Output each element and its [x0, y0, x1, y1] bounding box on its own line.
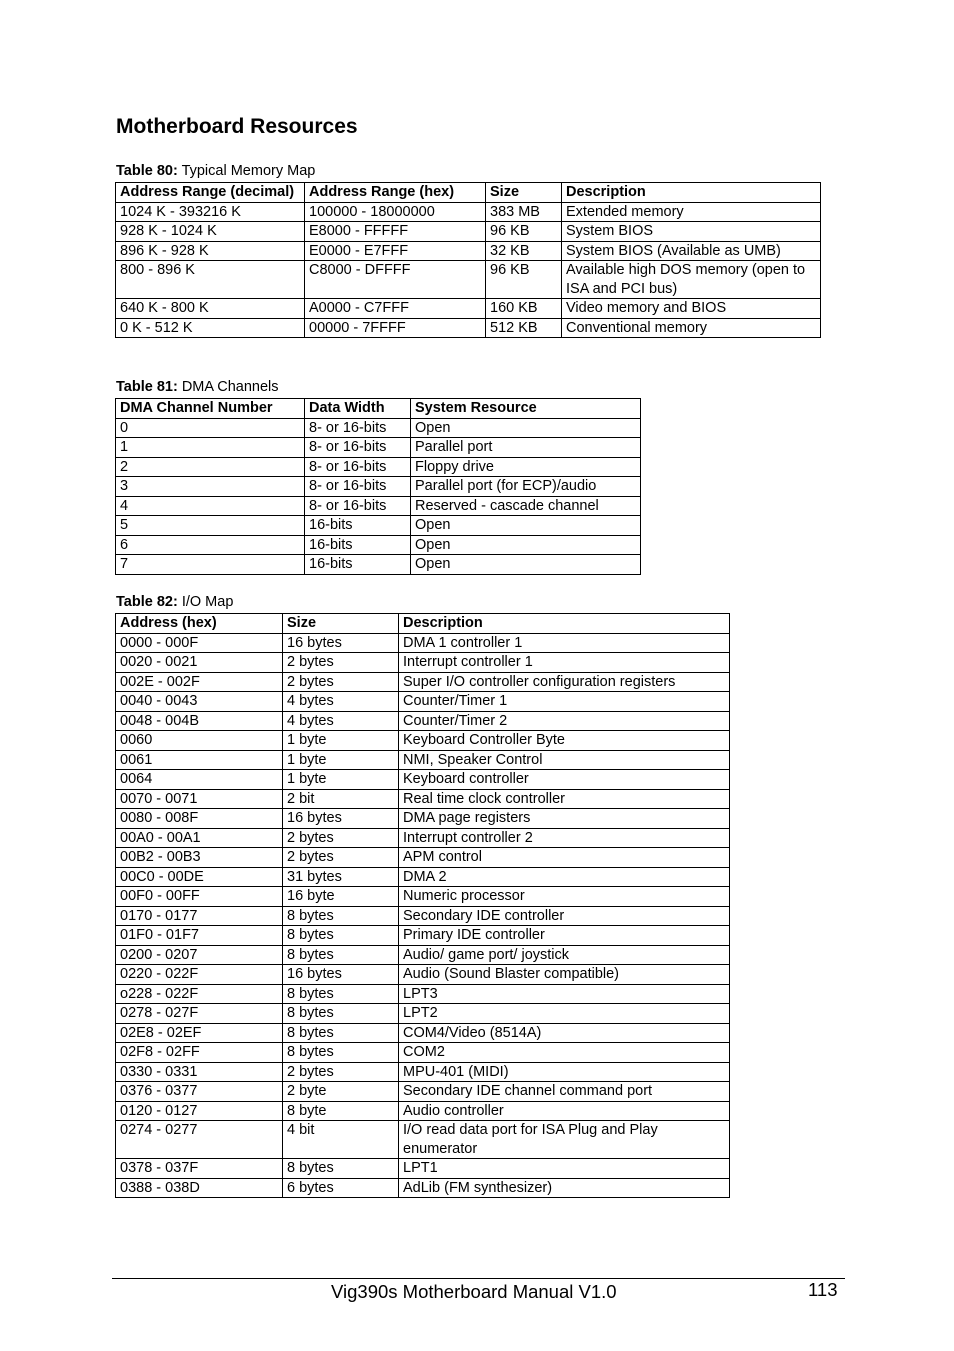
table-row: [116, 906, 730, 926]
table-cell: 2 bytes: [283, 672, 399, 692]
table-cell: 00B2 - 00B3: [116, 848, 283, 868]
table-cell: LPT3: [399, 984, 730, 1004]
table-cell: 640 K - 800 K: [116, 299, 305, 319]
table-cell: 16-bits: [305, 555, 411, 575]
table-cell: 3: [116, 477, 305, 497]
table-row: [116, 828, 730, 848]
table-row: [116, 261, 821, 299]
table-cell: Super I/O controller configuration registers: [399, 672, 730, 692]
table-cell: 2 byte: [283, 1082, 399, 1102]
table-header-row: [116, 183, 821, 203]
table-cell: 6 bytes: [283, 1178, 399, 1198]
table-cell: Audio/ game port/ joystick: [399, 945, 730, 965]
table-cell: 8- or 16-bits: [305, 496, 411, 516]
table-cell: 16 bytes: [283, 633, 399, 653]
table-cell: Audio (Sound Blaster compatible): [399, 965, 730, 985]
table-cell: 0378 - 037F: [116, 1159, 283, 1179]
table-row: [116, 457, 641, 477]
table-cell: 5: [116, 516, 305, 536]
table-cell: 4 bit: [283, 1121, 399, 1159]
column-header: Address (hex): [116, 614, 283, 634]
table-cell: System BIOS (Available as UMB): [562, 241, 821, 261]
table-row: [116, 202, 821, 222]
io-map-table: [115, 613, 730, 1198]
table-cell: Open: [411, 516, 641, 536]
column-header: Data Width: [305, 399, 411, 419]
table-cell: Audio controller: [399, 1101, 730, 1121]
table-cell: NMI, Speaker Control: [399, 750, 730, 770]
table-cell: 8 byte: [283, 1101, 399, 1121]
table-cell: 8 bytes: [283, 926, 399, 946]
table-cell: 0000 - 000F: [116, 633, 283, 653]
table-cell: C8000 - DFFFF: [305, 261, 486, 299]
table-cell: 160 KB: [486, 299, 562, 319]
table-row: [116, 1023, 730, 1043]
table-cell: Interrupt controller 1: [399, 653, 730, 673]
column-header: System Resource: [411, 399, 641, 419]
table-header-row: [116, 614, 730, 634]
table-cell: System BIOS: [562, 222, 821, 242]
table-cell: Parallel port: [411, 438, 641, 458]
memory-map-table: [115, 182, 821, 338]
table-cell: 8 bytes: [283, 906, 399, 926]
table-cell: 2 bytes: [283, 653, 399, 673]
dma-channels-table: [115, 398, 641, 575]
table-cell: 8- or 16-bits: [305, 457, 411, 477]
table-header-row: [116, 399, 641, 419]
table-cell: 896 K - 928 K: [116, 241, 305, 261]
table-cell: 6: [116, 535, 305, 555]
table-row: [116, 496, 641, 516]
table-82-caption-text: I/O Map: [181, 594, 234, 610]
table-cell: 2 bit: [283, 789, 399, 809]
table-row: [116, 555, 641, 575]
table-cell: Open: [411, 555, 641, 575]
table-row: [116, 945, 730, 965]
table-cell: 02F8 - 02FF: [116, 1043, 283, 1063]
table-cell: 8 bytes: [283, 1043, 399, 1063]
table-cell: 8 bytes: [283, 945, 399, 965]
table-cell: 0220 - 022F: [116, 965, 283, 985]
table-cell: 1 byte: [283, 731, 399, 751]
table-cell: 0330 - 0331: [116, 1062, 283, 1082]
table-cell: 1: [116, 438, 305, 458]
table-cell: DMA page registers: [399, 809, 730, 829]
table-cell: Video memory and BIOS: [562, 299, 821, 319]
table-row: [116, 789, 730, 809]
table-row: [116, 438, 641, 458]
table-row: [116, 672, 730, 692]
table-row: [116, 965, 730, 985]
table-row: [116, 653, 730, 673]
footer-divider: [112, 1278, 845, 1279]
table-cell: 4: [116, 496, 305, 516]
table-cell: 16 bytes: [283, 965, 399, 985]
table-cell: Secondary IDE channel command port: [399, 1082, 730, 1102]
table-cell: 928 K - 1024 K: [116, 222, 305, 242]
table-cell: 8 bytes: [283, 1004, 399, 1024]
table-cell: 00C0 - 00DE: [116, 867, 283, 887]
column-header: Address Range (hex): [305, 183, 486, 203]
table-cell: 0020 - 0021: [116, 653, 283, 673]
table-cell: 16-bits: [305, 535, 411, 555]
table-cell: 100000 - 18000000: [305, 202, 486, 222]
table-row: [116, 926, 730, 946]
table-cell: 1 byte: [283, 770, 399, 790]
table-cell: 1 byte: [283, 750, 399, 770]
table-cell: 800 - 896 K: [116, 261, 305, 299]
table-cell: 00A0 - 00A1: [116, 828, 283, 848]
table-82-label: Table 82:: [116, 594, 178, 610]
table-80-caption: [116, 163, 315, 179]
table-cell: 0080 - 008F: [116, 809, 283, 829]
table-row: [116, 418, 641, 438]
column-header: Size: [486, 183, 562, 203]
table-cell: 8 bytes: [283, 1023, 399, 1043]
table-row: [116, 1121, 730, 1159]
table-row: [116, 1178, 730, 1198]
table-cell: LPT2: [399, 1004, 730, 1024]
table-row: [116, 848, 730, 868]
table-cell: 0: [116, 418, 305, 438]
table-cell: Open: [411, 535, 641, 555]
table-cell: Keyboard Controller Byte: [399, 731, 730, 751]
table-cell: AdLib (FM synthesizer): [399, 1178, 730, 1198]
table-row: [116, 241, 821, 261]
table-row: [116, 516, 641, 536]
table-cell: Real time clock controller: [399, 789, 730, 809]
table-row: [116, 711, 730, 731]
table-cell: 0376 - 0377: [116, 1082, 283, 1102]
table-row: [116, 770, 730, 790]
table-cell: I/O read data port for ISA Plug and Play enumerator: [399, 1121, 730, 1159]
table-80-caption-text: Typical Memory Map: [181, 163, 316, 179]
table-cell: 0060: [116, 731, 283, 751]
table-cell: Interrupt controller 2: [399, 828, 730, 848]
table-cell: 16 byte: [283, 887, 399, 907]
footer-title: Vig390s Motherboard Manual V1.0: [331, 1281, 617, 1302]
table-cell: LPT1: [399, 1159, 730, 1179]
table-row: [116, 1159, 730, 1179]
table-cell: 8 bytes: [283, 984, 399, 1004]
table-81-label: Table 81:: [116, 379, 178, 395]
table-cell: E0000 - E7FFF: [305, 241, 486, 261]
table-cell: 0064: [116, 770, 283, 790]
table-cell: 00000 - 7FFFF: [305, 318, 486, 338]
table-cell: 0120 - 0127: [116, 1101, 283, 1121]
table-cell: 0388 - 038D: [116, 1178, 283, 1198]
table-cell: MPU-401 (MIDI): [399, 1062, 730, 1082]
table-row: [116, 731, 730, 751]
table-cell: Conventional memory: [562, 318, 821, 338]
table-cell: 4 bytes: [283, 711, 399, 731]
table-row: [116, 1043, 730, 1063]
table-81-caption: [116, 379, 279, 395]
table-cell: Extended memory: [562, 202, 821, 222]
table-cell: 00F0 - 00FF: [116, 887, 283, 907]
table-cell: 0040 - 0043: [116, 692, 283, 712]
page-number: 113: [808, 1279, 838, 1300]
table-cell: 0048 - 004B: [116, 711, 283, 731]
table-cell: Secondary IDE controller: [399, 906, 730, 926]
table-row: [116, 750, 730, 770]
table-cell: Counter/Timer 2: [399, 711, 730, 731]
table-row: [116, 222, 821, 242]
table-cell: 02E8 - 02EF: [116, 1023, 283, 1043]
table-row: [116, 692, 730, 712]
table-cell: 96 KB: [486, 261, 562, 299]
table-cell: 002E - 002F: [116, 672, 283, 692]
table-cell: Keyboard controller: [399, 770, 730, 790]
table-cell: 0061: [116, 750, 283, 770]
table-cell: 512 KB: [486, 318, 562, 338]
table-cell: COM4/Video (8514A): [399, 1023, 730, 1043]
table-cell: 32 KB: [486, 241, 562, 261]
table-cell: 16 bytes: [283, 809, 399, 829]
table-cell: 0200 - 0207: [116, 945, 283, 965]
table-row: [116, 809, 730, 829]
column-header: DMA Channel Number: [116, 399, 305, 419]
table-cell: 0070 - 0071: [116, 789, 283, 809]
table-row: [116, 318, 821, 338]
table-row: [116, 1004, 730, 1024]
table-cell: Available high DOS memory (open to ISA and PCI bus): [562, 261, 821, 299]
table-cell: 1024 K - 393216 K: [116, 202, 305, 222]
table-cell: A0000 - C7FFF: [305, 299, 486, 319]
column-header: Address Range (decimal): [116, 183, 305, 203]
table-row: [116, 1101, 730, 1121]
table-row: [116, 477, 641, 497]
table-cell: 0 K - 512 K: [116, 318, 305, 338]
table-cell: 16-bits: [305, 516, 411, 536]
table-cell: 383 MB: [486, 202, 562, 222]
table-cell: Parallel port (for ECP)/audio: [411, 477, 641, 497]
table-row: [116, 535, 641, 555]
table-cell: Open: [411, 418, 641, 438]
table-cell: 01F0 - 01F7: [116, 926, 283, 946]
table-cell: 2 bytes: [283, 1062, 399, 1082]
table-cell: 0170 - 0177: [116, 906, 283, 926]
column-header: Description: [399, 614, 730, 634]
table-81-caption-text: DMA Channels: [181, 379, 279, 395]
table-cell: 8- or 16-bits: [305, 477, 411, 497]
table-row: [116, 299, 821, 319]
table-cell: DMA 2: [399, 867, 730, 887]
page-title: Motherboard Resources: [116, 115, 358, 138]
column-header: Size: [283, 614, 399, 634]
table-cell: DMA 1 controller 1: [399, 633, 730, 653]
table-cell: Numeric processor: [399, 887, 730, 907]
table-cell: 0274 - 0277: [116, 1121, 283, 1159]
table-cell: 0278 - 027F: [116, 1004, 283, 1024]
table-cell: 8 bytes: [283, 1159, 399, 1179]
table-row: [116, 984, 730, 1004]
table-cell: 31 bytes: [283, 867, 399, 887]
table-cell: 4 bytes: [283, 692, 399, 712]
table-80-label: Table 80:: [116, 163, 178, 179]
table-82-caption: [116, 594, 233, 610]
table-row: [116, 633, 730, 653]
table-cell: o228 - 022F: [116, 984, 283, 1004]
table-cell: 8- or 16-bits: [305, 438, 411, 458]
table-cell: COM2: [399, 1043, 730, 1063]
table-row: [116, 887, 730, 907]
table-cell: Reserved - cascade channel: [411, 496, 641, 516]
table-cell: 96 KB: [486, 222, 562, 242]
table-row: [116, 1082, 730, 1102]
column-header: Description: [562, 183, 821, 203]
table-cell: E8000 - FFFFF: [305, 222, 486, 242]
table-cell: Counter/Timer 1: [399, 692, 730, 712]
table-cell: APM control: [399, 848, 730, 868]
table-row: [116, 867, 730, 887]
table-cell: 2: [116, 457, 305, 477]
table-cell: 2 bytes: [283, 848, 399, 868]
table-cell: Primary IDE controller: [399, 926, 730, 946]
table-cell: 7: [116, 555, 305, 575]
table-cell: 8- or 16-bits: [305, 418, 411, 438]
table-cell: Floppy drive: [411, 457, 641, 477]
table-row: [116, 1062, 730, 1082]
table-cell: 2 bytes: [283, 828, 399, 848]
